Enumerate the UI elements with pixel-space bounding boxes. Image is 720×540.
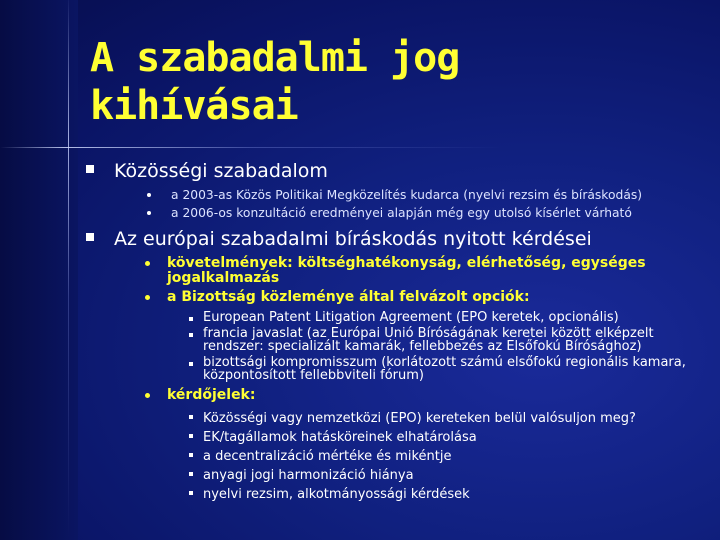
list-item [142, 388, 716, 504]
list-item [189, 485, 716, 504]
slide-content [86, 160, 716, 510]
list-item [189, 327, 716, 353]
list-item [144, 186, 716, 204]
item-text: European Patent Litigation Agreement (EPO keretek, opcionális) [203, 310, 619, 325]
list-item [189, 447, 716, 466]
horizontal-guide-line [0, 147, 720, 148]
sub-list [144, 186, 716, 222]
list-item [142, 256, 716, 286]
section-label: Az európai szabadalmi bíráskodás nyitott kérdései [114, 228, 592, 250]
item-text: Közösségi vagy nemzetközi (EPO) kereteken belül valósuljon meg? [203, 411, 636, 426]
list-item [189, 311, 716, 324]
section-european-litigation [86, 228, 716, 504]
small-square-bullet-icon [189, 333, 193, 337]
item-text: a 2006-os konzultáció eredményei alapján még egy utolsó kísérlet várható [171, 206, 632, 220]
list-item [189, 409, 716, 428]
small-square-bullet-icon [189, 362, 193, 366]
small-square-bullet-icon [189, 415, 193, 419]
list-item [144, 204, 716, 222]
item-text: a decentralizáció mértéke és mikéntje [203, 449, 452, 464]
left-band [0, 0, 78, 540]
section-label: Közösségi szabadalom [114, 160, 328, 182]
item-text: bizottsági kompromisszum (korlátozott számú elsőfokú regionális kamara, központosított fellebbviteli fórum) [203, 355, 686, 383]
item-text: kérdőjelek: [167, 387, 256, 403]
square-bullet-icon [86, 233, 94, 241]
dot-bullet-icon [147, 211, 151, 215]
title-line-2: kihívásai [90, 83, 298, 129]
options-list [189, 311, 716, 382]
list-item [189, 466, 716, 485]
slide-title [90, 34, 459, 130]
item-text: nyelvi rezsim, alkotmányossági kérdések [203, 487, 470, 502]
item-text: a Bizottság közleménye által felvázolt opciók: [167, 289, 530, 305]
title-line-1: A szabadalmi jog [90, 35, 460, 81]
dot-bullet-icon [145, 393, 150, 398]
dot-bullet-icon [147, 193, 151, 197]
small-square-bullet-icon [189, 453, 193, 457]
list-item [142, 290, 716, 382]
small-square-bullet-icon [189, 491, 193, 495]
section-list [86, 160, 716, 504]
item-text: EK/tagállamok hatásköreinek elhatárolása [203, 430, 477, 445]
small-square-bullet-icon [189, 317, 193, 321]
section-community-patent [86, 160, 716, 222]
vertical-guide-line [68, 0, 69, 540]
square-bullet-icon [86, 165, 94, 173]
sub-list [142, 256, 716, 504]
list-item [189, 356, 716, 382]
item-text: a 2003-as Közös Politikai Megközelítés kudarca (nyelvi rezsim és bíráskodás) [171, 188, 643, 202]
list-item [189, 428, 716, 447]
item-text: francia javaslat (az Európai Unió Bíróságának keretei között elképzelt rendszer: specializált kamarák, fellebbezés az Elsőfokú Bírósághoz) [203, 326, 654, 354]
small-square-bullet-icon [189, 472, 193, 476]
item-text: anyagi jogi harmonizáció hiánya [203, 468, 414, 483]
item-text: követelmények: költséghatékonyság, elérhetőség, egységes jogalkalmazás [167, 255, 646, 286]
questions-list [189, 409, 716, 504]
dot-bullet-icon [145, 261, 150, 266]
dot-bullet-icon [145, 295, 150, 300]
small-square-bullet-icon [189, 434, 193, 438]
